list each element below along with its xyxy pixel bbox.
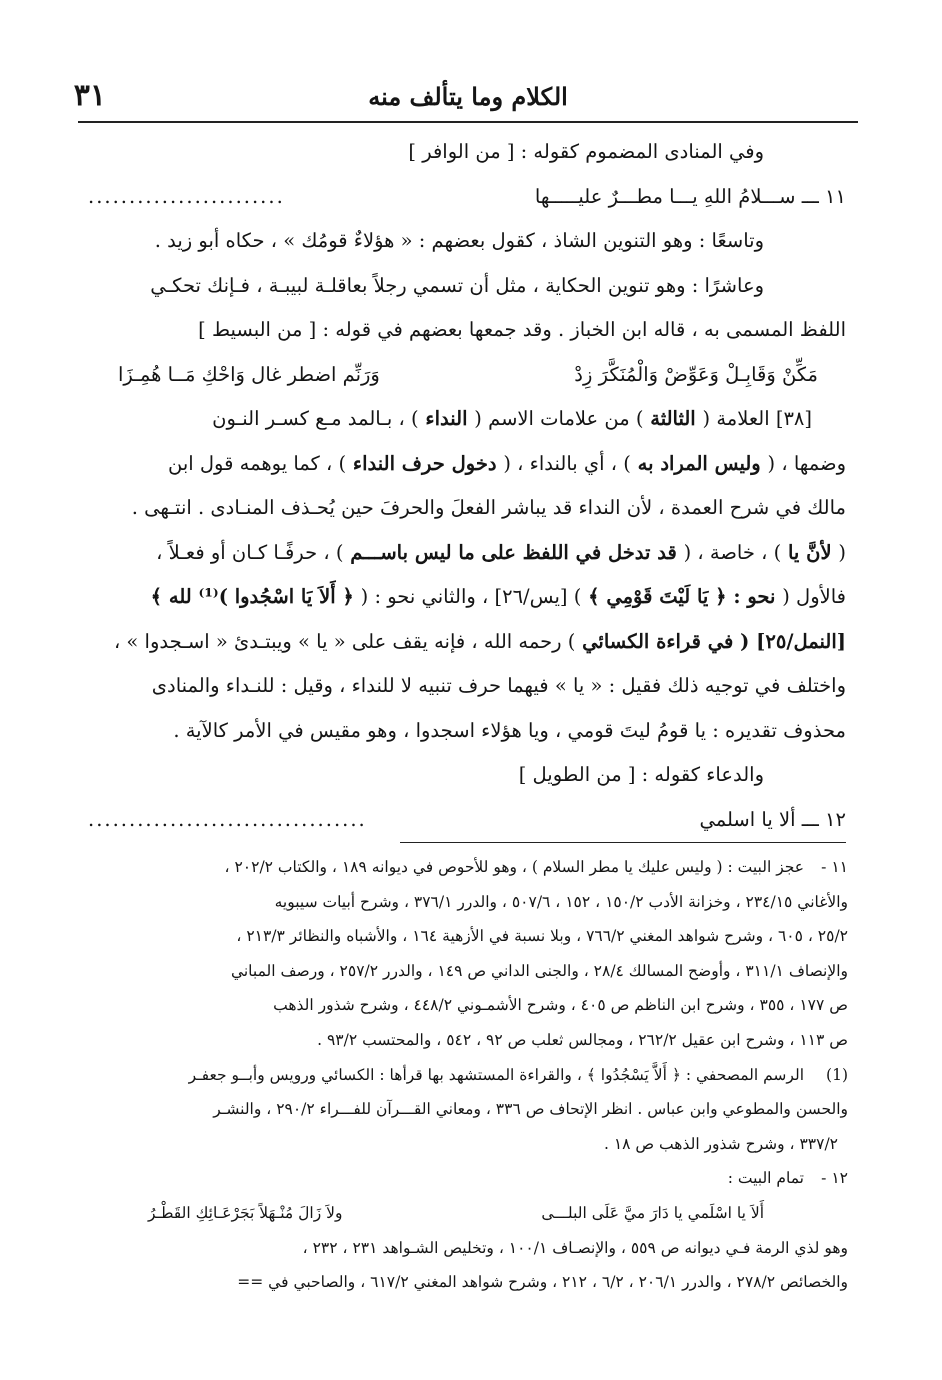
bold-term: دخول حرف النداء xyxy=(346,451,504,475)
footnote-line: والأغاني ٢٣٤/١٥ ، وخزانة الأدب ١٥٠/٢ ، ١٥٢ ، ٥٠٧/٦ ، والدرر ٣٧٦/١ ، وشرح أبيات سيبويه xyxy=(274,892,848,911)
text-line: [٣٨] العلامة ( الثالثة ) من علامات الاسم ( النداء ) ، بـالمد مـع كسـر النـون xyxy=(212,407,812,430)
header-rule xyxy=(78,121,858,123)
text-line: وضمها ، ( وليس المراد به ) ، أي بالنداء ، ( دخول حرف النداء ) ، كما يوهمه قول ابن xyxy=(167,451,846,475)
text-line: مالك في شرح العمدة ، لأن النداء قد يباشر الفعلَ والحرفَ حين يُحـذف المنـادى . انتـهى . xyxy=(131,496,846,519)
page-number: ٣١ xyxy=(73,78,106,113)
footnote-line: ص ١٧٧ ، ٣٥٥ ، وشرح ابن الناظم ص ٤٠٥ ، وشرح الأشمـوني ٤٤٨/٢ ، وشرح شذور الذهب xyxy=(273,996,848,1015)
verse-hemistich-right: مَكِّنْ وَقَابِـلْ وَعَوِّضْ وَالْمُنَكَّرَ زِدْ xyxy=(574,362,818,386)
footnote-line: والحسن والمطوعي وابن عباس . انظر الإتحاف ص ٣٣٦ ، ومعاني القـــرآن للفـــراء ٢٩٠/٢ ، والنشـر xyxy=(213,1100,848,1119)
text-line: فالأول ( نحو : ﴿ يَا لَيْتَ قَوْمِي ﴾ ) [يس/٢٦] ، والثاني نحو : ( ﴿ أَلاَ يَا اسْجُدوا )⁽¹⁾ لله ﴾ xyxy=(150,585,846,608)
verse-text: ألا يا اسلمي xyxy=(699,807,796,831)
text-line: ( لأنَّ يا ) ، خاصة ، ( قد تدخل في اللفظ على ما ليس باســـم ) ، حرفًـا كـان أو فعـلاً ، xyxy=(156,540,846,564)
bold-term: لأنَّ يا xyxy=(781,540,839,564)
footnote-verse xyxy=(78,1196,848,1231)
footnote-label: (1) xyxy=(826,1065,848,1084)
header-title: الكلام وما يتألف منه xyxy=(368,82,568,111)
footnote-label: ١١ - xyxy=(821,858,848,876)
footnote-line: ١٢ -تمام البيت : xyxy=(78,1161,848,1196)
running-header xyxy=(73,78,858,122)
bold-term: وليس المراد به xyxy=(630,451,768,475)
text-line: والدعاء كقوله : [ من الطويل ] xyxy=(518,763,764,786)
text-line: وفي المنادى المضموم كقوله : [ من الوافر ] xyxy=(408,140,764,163)
verse-line-12 xyxy=(78,798,846,843)
footnote-line: ١١ -عجز البيت : ( وليس عليك يا مطر السلام ) ، وهو للأحوص في ديوانه ١٨٩ ، والكتاب ٢٠٢/٢ ، xyxy=(78,850,848,885)
text-line: محذوف تقديره : يا قومُ ليتَ قومي ، ويا هؤلاء اسجدوا ، وهو مقيس في الأمر كالآية . xyxy=(173,718,846,742)
footnote-line: والخصائص ٢٧٨/٢ ، والدرر ٢٠٦/١ ، ٦/٢ ، ٢١٢ ، وشرح شواهد المغني ٦١٧/٢ ، والصاحبي في == xyxy=(237,1273,848,1292)
verse-ellipsis: .................................. xyxy=(88,807,367,831)
bold-term: الثالثة xyxy=(643,407,703,430)
text-line: وعاشرًا : وهو تنوين الحكاية ، مثل أن تسمي رجلاً بعاقلـة لبيبـة ، فـإنك تحكـي xyxy=(150,273,764,297)
text-line: وتاسعًا : وهو التنوين الشاذ ، كقول بعضهم : « هؤلاءٌ قومُك » ، حكاه أبو زيد . xyxy=(154,229,764,252)
text-line: اللفظ المسمى به ، قاله ابن الخباز . وقد جمعها بعضهم في قوله : [ من البسيط ] xyxy=(198,318,846,341)
bold-term: قد تدخل في اللفظ على ما ليس باســـم xyxy=(343,540,684,564)
verse-number: ١١ ـــ xyxy=(801,184,846,208)
verse-line-mnemonic xyxy=(78,353,846,398)
bold-term: ﴿ أَلاَ يَا اسْجُدوا xyxy=(227,585,361,608)
text-line: [النمل/٢٥] ( في قراءة الكسائي ) رحمه الله ، فإنه يقف على « يا » ويبتـدئ « اسـجدوا » ، xyxy=(113,629,846,653)
bold-term: في قراءة الكسائي xyxy=(575,629,741,653)
footnote-rule xyxy=(400,842,846,843)
verse-hemistich-right: أَلاَ يا اسْلَمي يا دَارَ ميَّ عَلَى البلـــى xyxy=(541,1203,764,1222)
verse-text: ســـلامُ اللهِ يـــا مطـــرٌ عليـــــها xyxy=(534,184,796,208)
footnote-line: ٣٣٧/٢ ، وشرح شذور الذهب ص ١٨ . xyxy=(603,1134,838,1153)
footnote-line: وهو لذي الرمة فـي ديوانه ص ٥٥٩ ، والإنصـاف ١٠٠/١ ، وتخليص الشـواهد ٢٣١ ، ٢٣٢ ، xyxy=(302,1238,848,1257)
verse-ellipsis: ........................ xyxy=(88,184,285,208)
footnote-line: ص ١١٣ ، وشرح ابن عقيل ٢٦٢/٢ ، ومجالس ثعلب ص ٩٢ ، ٥٤٢ ، والمحتسب ٩٣/٢ . xyxy=(317,1030,848,1049)
bold-term: النداء xyxy=(418,407,475,430)
footnote-line: (1)الرسم المصحفي : ﴿ أَلاَّ يَسْجُدُوا ﴾ ، والقراءة المستشهد بها قرأها : الكسائي ورويس وأبــو جعفـر xyxy=(78,1058,848,1093)
text-line: واختلف في توجيه ذلك فقيل : « يا » فيهما حرف تنبيه لا للنداء ، وقيل : للنـداء والمنادى xyxy=(151,674,846,697)
footnote-line: والإنصاف ٣١١/١ ، وأوضح المسالك ٢٨/٤ ، والجنى الداني ص ١٤٩ ، والدرر ٢٥٧/٢ ، ورصف المباني xyxy=(230,961,848,980)
verse-hemistich-left: ولاَ زَالَ مُنْـهَلاً بَجَرْعَـائِكِ القَطْـرُ xyxy=(148,1203,343,1222)
footnote-label: ١٢ - xyxy=(821,1169,848,1188)
footnote-line: ٢٥/٢ ، ٦٠٥ ، وشرح شواهد المغني ٧٦٦/٢ ، وبلا نسبة في الأزهية ١٦٤ ، والأشباه والنظائر ٢١٣/٣ ، xyxy=(236,927,848,946)
main-text xyxy=(78,130,846,842)
verse-number: ١٢ ـــ xyxy=(801,807,846,831)
footnotes xyxy=(78,850,848,1300)
verse-hemistich-left: وَرَنِّم اضطر غال وَاحْكِ مَــا هُمِـزَا xyxy=(118,362,380,386)
verse-line-11 xyxy=(78,175,846,220)
bold-term: نحو : ﴿ يَا لَيْتَ قَوْمِي ﴾ xyxy=(581,585,783,608)
